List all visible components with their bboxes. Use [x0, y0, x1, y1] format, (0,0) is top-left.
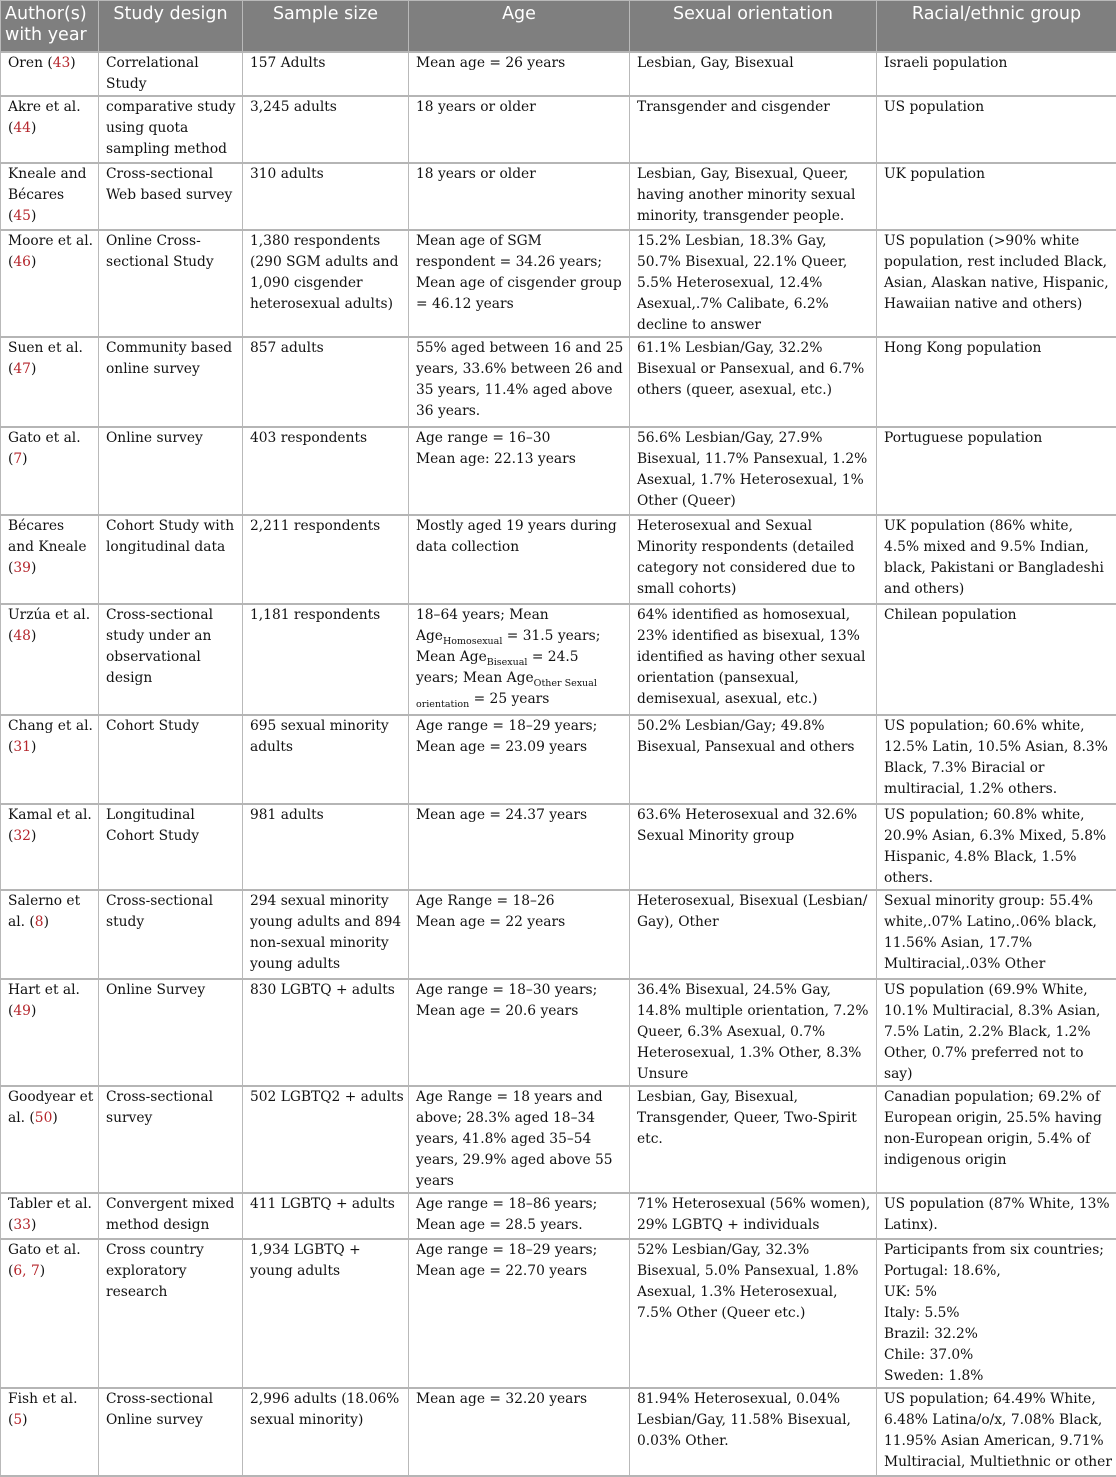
author-close: ): [31, 1217, 36, 1233]
author-close: ): [22, 1412, 27, 1428]
cell-race: Canadian population; 69.2% of European origin, 25.5% having non-European origin, 5.4% of indigenous origin: [877, 1086, 1116, 1193]
author-name: Akre et al. (: [8, 99, 81, 136]
header-race: Racial/ethnic group: [877, 1, 1116, 53]
cell-orientation: 15.2% Lesbian, 18.3% Gay, 50.7% Bisexual, 22.1% Queer, 5.5% Heterosexual, 12.4% Asexual,.7% Calibate, 6.2% decline to answer: [630, 230, 877, 337]
table-row: [1, 52, 1116, 96]
cell-age: Age range = 16–30 Mean age: 22.13 years: [409, 427, 630, 515]
cell-race: US population; 64.49% White, 6.48% Latina/o/x, 7.08% Black, 11.95% Asian American, 9.71% Multiracial, Multiethnic or other: [877, 1388, 1116, 1476]
cell-author: [1, 1086, 99, 1193]
cell-design: Community based online survey: [99, 337, 243, 427]
author-name: Goodyear et al. (: [8, 1089, 93, 1126]
cell-race: Israeli population: [877, 52, 1116, 96]
cell-author: [1, 337, 99, 427]
cell-design: Cross-sectional study under an observational design: [99, 604, 243, 715]
cell-age: Age range = 18–29 years; Mean age = 22.70 years: [409, 1239, 630, 1388]
cell-design: Cross-sectional survey: [99, 1086, 243, 1193]
reference-link: 48: [13, 628, 31, 644]
cell-age: 55% aged between 16 and 25 years, 33.6% between 26 and 35 years, 11.4% aged above 36 years.: [409, 337, 630, 427]
cell-race: Participants from six countries; Portugal: 18.6%, UK: 5% Italy: 5.5% Brazil: 32.2% Chile: 37.0% Sweden: 1.8%: [877, 1239, 1116, 1388]
cell-sample: 981 adults: [243, 804, 409, 890]
cell-orientation: Heterosexual and Sexual Minority respondents (detailed category not considered due to small cohorts): [630, 515, 877, 604]
author-name: Urzúa et al. (: [8, 607, 90, 644]
table-row: [1, 163, 1116, 230]
cell-author: [1, 1193, 99, 1239]
author-name: Suen et al. (: [8, 340, 83, 377]
cell-sample: 1,934 LGBTQ + young adults: [243, 1239, 409, 1388]
author-close: ): [31, 208, 36, 224]
author-close: ): [31, 739, 36, 755]
cell-age: Mean age = 26 years: [409, 52, 630, 96]
author-name: Moore et al. (: [8, 233, 93, 270]
header-row: [1, 1, 1116, 53]
cell-sample: 1,181 respondents: [243, 604, 409, 715]
cell-orientation: 52% Lesbian/Gay, 32.3% Bisexual, 5.0% Pansexual, 1.8% Asexual, 1.3% Heterosexual, 7.5% Other (Queer etc.): [630, 1239, 877, 1388]
cell-author: [1, 1239, 99, 1388]
author-close: ): [31, 1003, 36, 1019]
cell-race: US population (69.9% White, 10.1% Multiracial, 8.3% Asian, 7.5% Latin, 2.2% Black, 1.2% Other, 0.7% preferred not to say): [877, 979, 1116, 1086]
author-name: Gato et al. (: [8, 430, 81, 467]
header-orientation: Sexual orientation: [630, 1, 877, 53]
table-row: [1, 804, 1116, 890]
author-close: ): [40, 1263, 45, 1279]
cell-sample: 411 LGBTQ + adults: [243, 1193, 409, 1239]
cell-age: Mean age of SGM respondent = 34.26 years; Mean age of cisgender group = 46.12 years: [409, 230, 630, 337]
cell-author: [1, 427, 99, 515]
reference-link: 45: [13, 208, 31, 224]
cell-sample: 857 adults: [243, 337, 409, 427]
cell-sample: 502 LGBTQ2 + adults: [243, 1086, 409, 1193]
reference-link: 33: [13, 1217, 31, 1233]
header-author: Author(s) with year: [1, 1, 99, 53]
age-part: Homosexual: [443, 636, 502, 647]
cell-orientation: Heterosexual, Bisexual (Lesbian/ Gay), Other: [630, 890, 877, 979]
table-row: [1, 604, 1116, 715]
table-row: [1, 1239, 1116, 1388]
cell-sample: 294 sexual minority young adults and 894 non-sexual minority young adults: [243, 890, 409, 979]
cell-race: US population; 60.6% white, 12.5% Latin, 10.5% Asian, 8.3% Black, 7.3% Biracial or multiracial, 1.2% others.: [877, 715, 1116, 804]
age-part: = 31.5 years; Mean Age: [416, 628, 600, 665]
cell-age: Age range = 18–30 years; Mean age = 20.6 years: [409, 979, 630, 1086]
age-part: 18–64 years; Mean Age: [416, 607, 549, 644]
author-close: ): [52, 1110, 57, 1126]
reference-link: 47: [13, 361, 31, 377]
reference-link: 6, 7: [13, 1263, 39, 1279]
table-row: [1, 1193, 1116, 1239]
cell-orientation: Transgender and cisgender: [630, 96, 877, 163]
cell-orientation: 56.6% Lesbian/Gay, 27.9% Bisexual, 11.7% Pansexual, 1.2% Asexual, 1.7% Heterosexual, 1% Other (Queer): [630, 427, 877, 515]
cell-age: 18 years or older: [409, 96, 630, 163]
table-row: [1, 715, 1116, 804]
cell-orientation: Lesbian, Gay, Bisexual, Queer, having another minority sexual minority, transgender people.: [630, 163, 877, 230]
cell-author: [1, 979, 99, 1086]
cell-design: Cohort Study with longitudinal data: [99, 515, 243, 604]
reference-link: 31: [13, 739, 31, 755]
cell-author: [1, 804, 99, 890]
reference-link: 32: [13, 828, 31, 844]
cell-race: US population (87% White, 13% Latinx).: [877, 1193, 1116, 1239]
author-name: Kamal et al. (: [8, 807, 92, 844]
cell-race: US population (>90% white population, rest included Black, Asian, Alaskan native, Hispanic, Hawaiian native and others): [877, 230, 1116, 337]
cell-age: Age range = 18–29 years; Mean age = 23.09 years: [409, 715, 630, 804]
cell-sample: 3,245 adults: [243, 96, 409, 163]
age-part: Bisexual: [487, 657, 528, 668]
author-close: ): [31, 120, 36, 136]
table-row: [1, 337, 1116, 427]
author-close: ): [22, 451, 27, 467]
reference-link: 39: [13, 560, 31, 576]
cell-design: Cross-sectional Online survey: [99, 1388, 243, 1476]
author-close: ): [31, 254, 36, 270]
reference-link: 44: [13, 120, 31, 136]
cell-design: Online survey: [99, 427, 243, 515]
cell-author: [1, 52, 99, 96]
cell-design: Online Survey: [99, 979, 243, 1086]
cell-sample: 403 respondents: [243, 427, 409, 515]
cell-author: [1, 604, 99, 715]
age-part: = 24.5 years; Mean Age: [416, 649, 579, 686]
table-row: [1, 230, 1116, 337]
cell-author: [1, 715, 99, 804]
cell-race: US population: [877, 96, 1116, 163]
table-row: [1, 1086, 1116, 1193]
cell-design: Convergent mixed method design: [99, 1193, 243, 1239]
table-row: [1, 427, 1116, 515]
cell-orientation: 50.2% Lesbian/Gay; 49.8% Bisexual, Pansexual and others: [630, 715, 877, 804]
author-name: Chang et al. (: [8, 718, 93, 755]
table-row: [1, 1388, 1116, 1476]
cell-orientation: 63.6% Heterosexual and 32.6% Sexual Minority group: [630, 804, 877, 890]
cell-design: Longitudinal Cohort Study: [99, 804, 243, 890]
cell-sample: 695 sexual minority adults: [243, 715, 409, 804]
author-name: Oren (: [8, 55, 53, 71]
cell-design: Cross country exploratory research: [99, 1239, 243, 1388]
cell-age: [409, 604, 630, 715]
reference-link: 46: [13, 254, 31, 270]
reference-link: 50: [35, 1110, 53, 1126]
header-sample: Sample size: [243, 1, 409, 53]
cell-race: Hong Kong population: [877, 337, 1116, 427]
cell-design: Correlational Study: [99, 52, 243, 96]
cell-sample: 157 Adults: [243, 52, 409, 96]
cell-orientation: Lesbian, Gay, Bisexual: [630, 52, 877, 96]
age-part: Other Sexual orientation: [416, 678, 597, 710]
age-part: = 25 years: [469, 691, 549, 707]
author-close: ): [31, 361, 36, 377]
cell-race: US population; 60.8% white, 20.9% Asian, 6.3% Mixed, 5.8% Hispanic, 4.8% Black, 1.5% others.: [877, 804, 1116, 890]
author-name: Kneale and Bécares (: [8, 166, 87, 224]
author-close: ): [31, 628, 36, 644]
cell-author: [1, 515, 99, 604]
cell-age: Age Range = 18 years and above; 28.3% aged 18–34 years, 41.8% aged 35–54 years, 29.9% aged above 55 years: [409, 1086, 630, 1193]
cell-sample: 2,211 respondents: [243, 515, 409, 604]
cell-orientation: Lesbian, Gay, Bisexual, Transgender, Queer, Two-Spirit etc.: [630, 1086, 877, 1193]
author-name: Salerno et al. (: [8, 893, 80, 930]
table-row: [1, 979, 1116, 1086]
author-name: Tabler et al. (: [8, 1196, 92, 1233]
cell-sample: 2,996 adults (18.06% sexual minority): [243, 1388, 409, 1476]
header-design: Study design: [99, 1, 243, 53]
cell-age: 18 years or older: [409, 163, 630, 230]
cell-author: [1, 230, 99, 337]
cell-author: [1, 890, 99, 979]
cell-race: Sexual minority group: 55.4% white,.07% Latino,.06% black, 11.56% Asian, 17.7% Multiracial,.03% Other: [877, 890, 1116, 979]
cell-author: [1, 1388, 99, 1476]
author-name: Hart et al. (: [8, 982, 80, 1019]
cell-age: Age Range = 18–26 Mean age = 22 years: [409, 890, 630, 979]
cell-age: Age range = 18–86 years; Mean age = 28.5 years.: [409, 1193, 630, 1239]
cell-age: Mean age = 32.20 years: [409, 1388, 630, 1476]
cell-design: Cross-sectional Web based survey: [99, 163, 243, 230]
cell-sample: 830 LGBTQ + adults: [243, 979, 409, 1086]
author-name: Bécares and Kneale (: [8, 518, 87, 576]
cell-orientation: 36.4% Bisexual, 24.5% Gay, 14.8% multiple orientation, 7.2% Queer, 6.3% Asexual, 0.7% Heterosexual, 1.3% Other, 8.3% Unsure: [630, 979, 877, 1086]
cell-orientation: 81.94% Heterosexual, 0.04% Lesbian/Gay, 11.58% Bisexual, 0.03% Other.: [630, 1388, 877, 1476]
table-row: [1, 515, 1116, 604]
cell-author: [1, 163, 99, 230]
cell-sample: 1,380 respondents (290 SGM adults and 1,090 cisgender heterosexual adults): [243, 230, 409, 337]
reference-link: 8: [35, 914, 44, 930]
author-name: Gato et al. (: [8, 1242, 81, 1279]
cell-design: Cohort Study: [99, 715, 243, 804]
author-close: ): [31, 828, 36, 844]
reference-link: 49: [13, 1003, 31, 1019]
cell-orientation: 64% identified as homosexual, 23% identified as bisexual, 13% identified as having other sexual orientation (pansexual, demisexual, asexual, etc.): [630, 604, 877, 715]
author-close: ): [31, 560, 36, 576]
cell-orientation: 71% Heterosexual (56% women), 29% LGBTQ + individuals: [630, 1193, 877, 1239]
cell-age: Mean age = 24.37 years: [409, 804, 630, 890]
reference-link: 5: [13, 1412, 22, 1428]
table-row: [1, 890, 1116, 979]
cell-orientation: 61.1% Lesbian/Gay, 32.2% Bisexual or Pansexual, and 6.7% others (queer, asexual, etc.): [630, 337, 877, 427]
cell-design: Online Cross-sectional Study: [99, 230, 243, 337]
cell-race: UK population (86% white, 4.5% mixed and 9.5% Indian, black, Pakistani or Bangladeshi and others): [877, 515, 1116, 604]
cell-sample: 310 adults: [243, 163, 409, 230]
cell-race: UK population: [877, 163, 1116, 230]
reference-link: 7: [13, 451, 22, 467]
author-name: Fish et al. (: [8, 1391, 77, 1428]
cell-author: [1, 96, 99, 163]
cell-age: Mostly aged 19 years during data collection: [409, 515, 630, 604]
table-row: [1, 96, 1116, 163]
cell-design: comparative study using quota sampling method: [99, 96, 243, 163]
author-close: ): [44, 914, 49, 930]
author-close: ): [70, 55, 75, 71]
cell-design: Cross-sectional study: [99, 890, 243, 979]
header-age: Age: [409, 1, 630, 53]
cell-race: Portuguese population: [877, 427, 1116, 515]
cell-race: Chilean population: [877, 604, 1116, 715]
reference-link: 43: [53, 55, 71, 71]
